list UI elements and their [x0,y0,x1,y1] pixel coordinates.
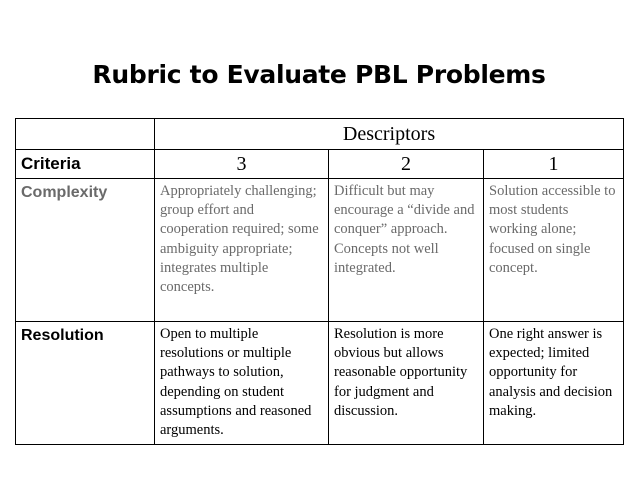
resolution-score-1-cell: One right answer is expected; limited opportunity for analysis and decision making. [484,322,624,445]
descriptors-header: Descriptors [155,119,624,150]
score-3-header: 3 [155,150,329,179]
complexity-score-2-cell: Difficult but may encourage a “divide and conquer” approach. Concepts not well integrated. [329,179,484,322]
resolution-label: Resolution [16,322,155,445]
rubric-table [15,118,624,445]
score-1-header: 1 [484,150,624,179]
resolution-score-3-cell: Open to multiple resolutions or multiple pathways to solution, depending on student assumptions and reasoned arguments. [155,322,329,445]
slide-title: Rubric to Evaluate PBL Problems [92,60,546,89]
complexity-label: Complexity [16,179,155,322]
score-2-header: 2 [329,150,484,179]
empty-corner-cell [16,119,155,150]
criteria-label: Criteria [16,150,155,179]
resolution-score-2-cell: Resolution is more obvious but allows reasonable opportunity for judgment and discussion. [329,322,484,445]
complexity-score-1-cell: Solution accessible to most students working alone; focused on single concept. [484,179,624,322]
complexity-score-3-cell: Appropriately challenging; group effort and cooperation required; some ambiguity appropriate; integrates multiple concepts. [155,179,329,322]
descriptors-header-row [16,119,624,150]
complexity-row [16,179,624,322]
resolution-row [16,322,624,445]
criteria-header-row [16,150,624,179]
